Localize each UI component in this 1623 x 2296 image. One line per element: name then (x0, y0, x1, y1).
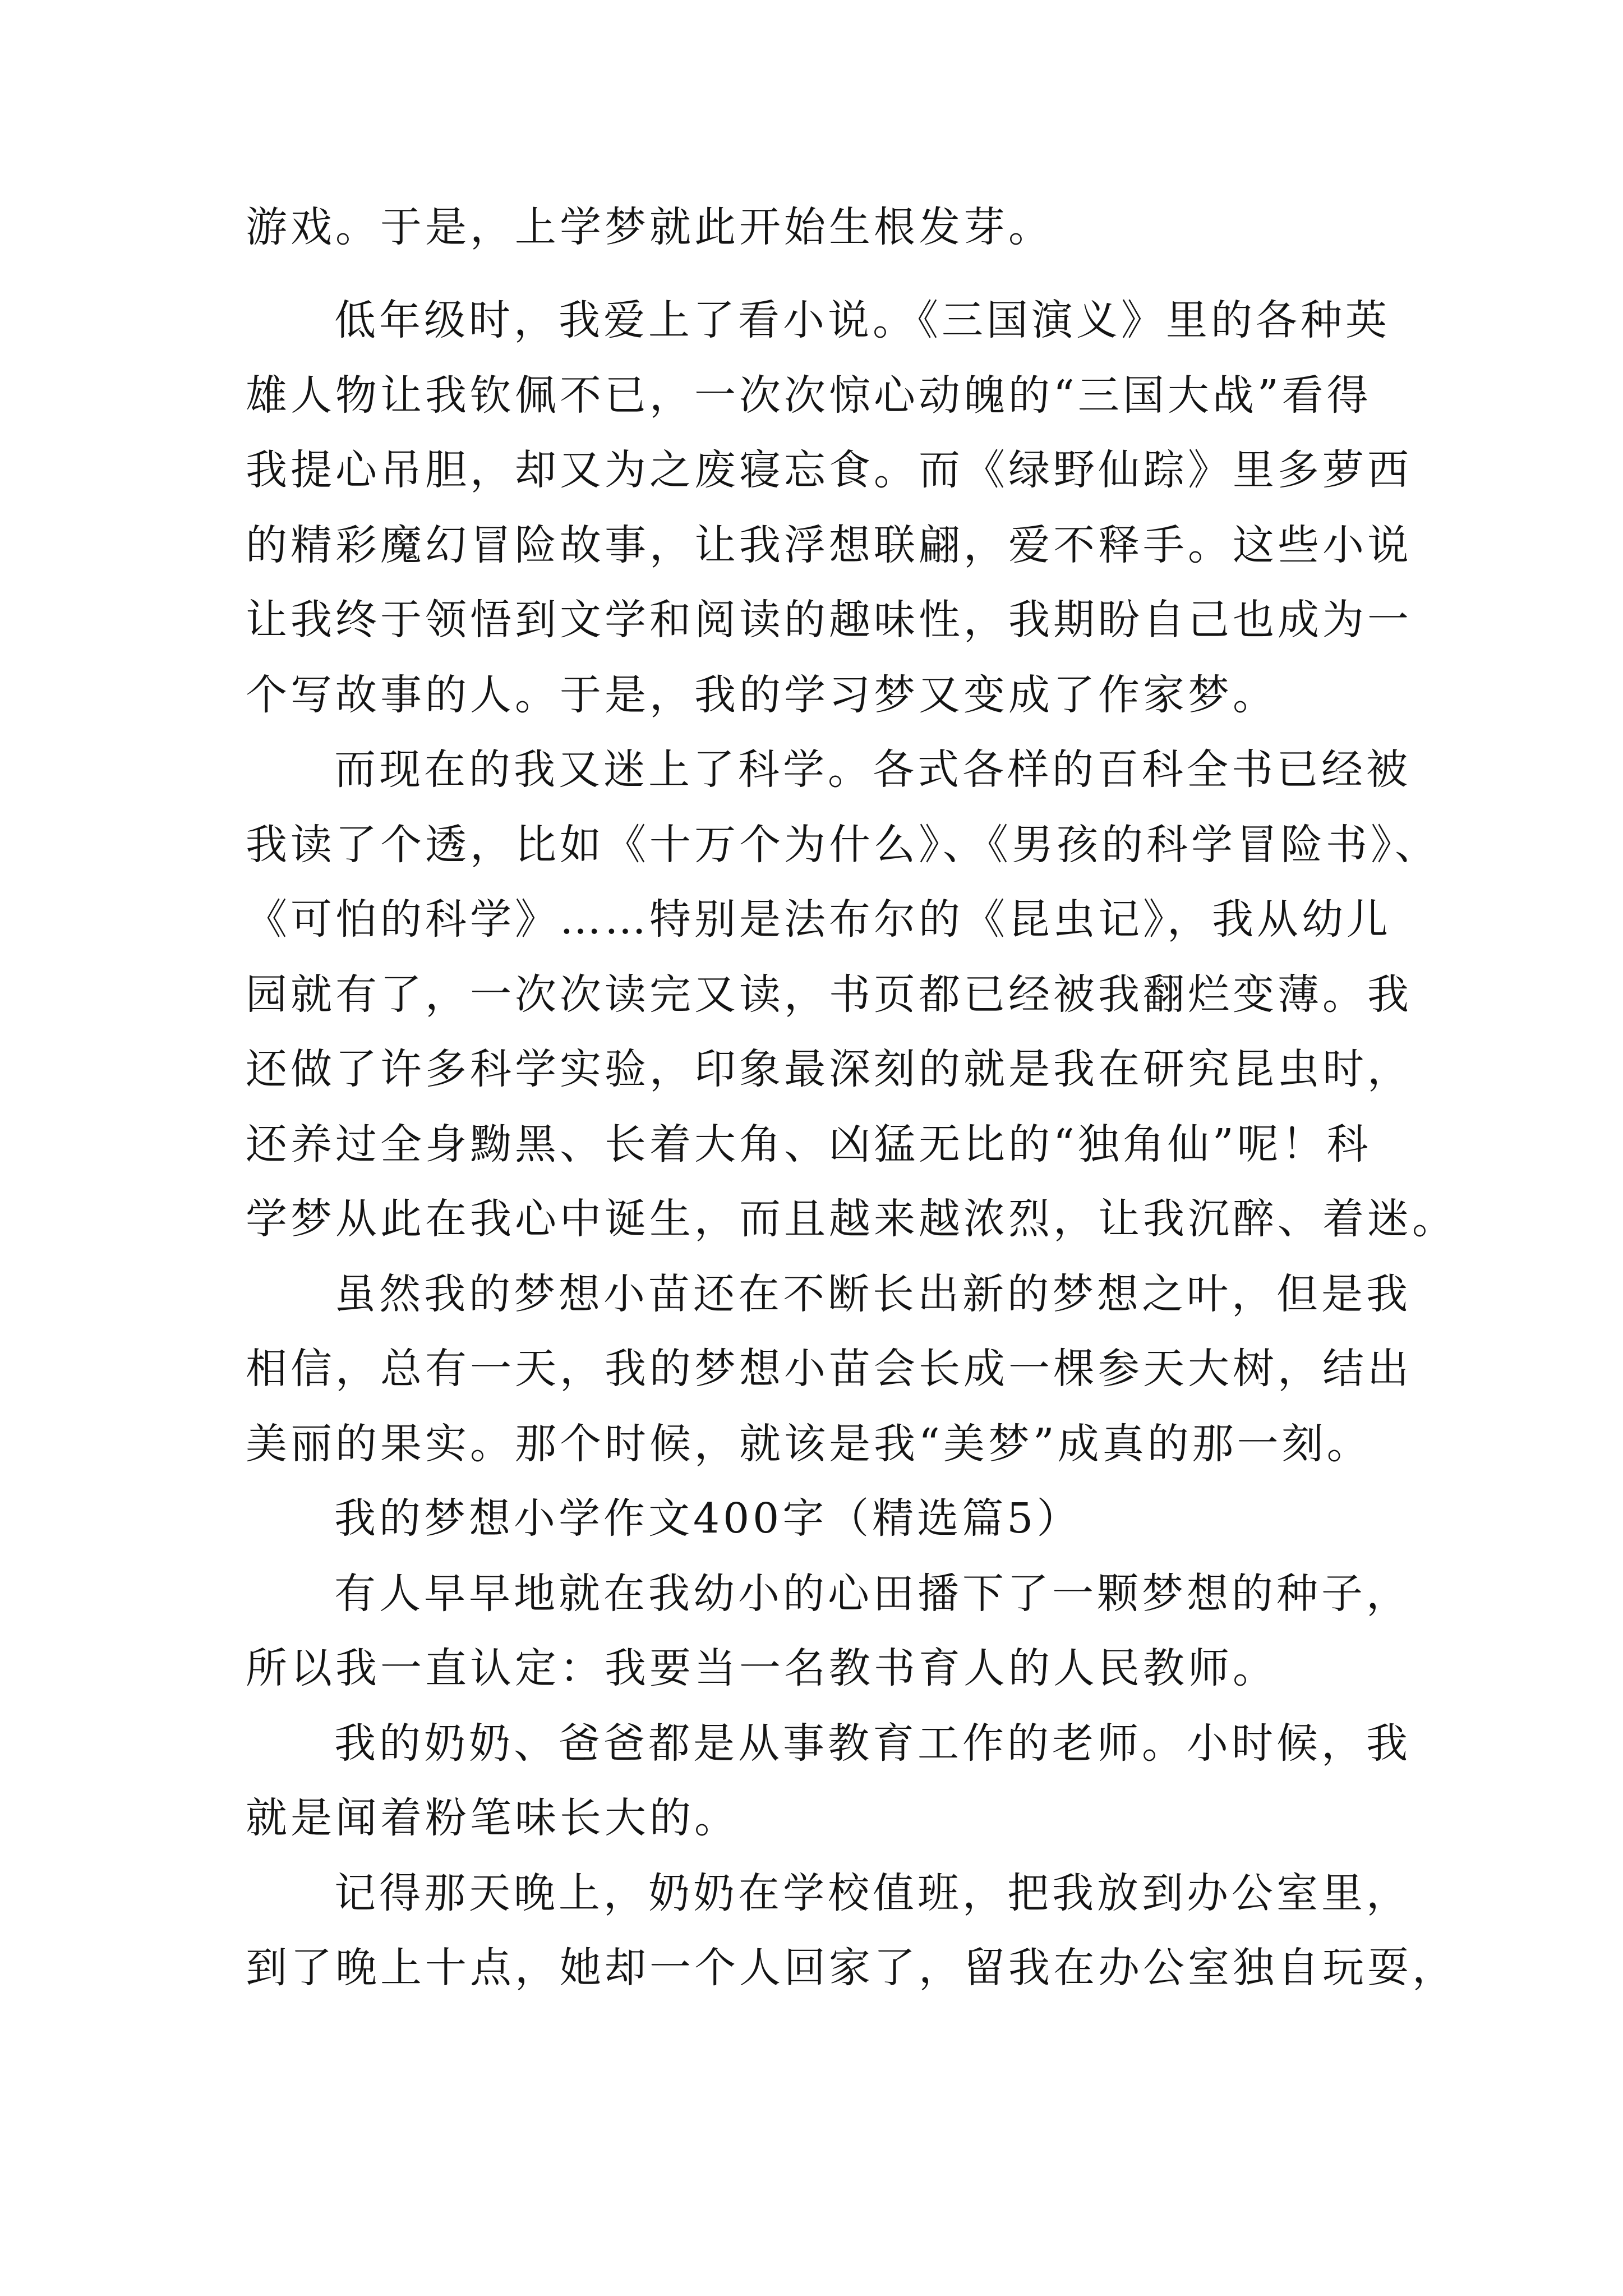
text-line: 相信，总有一天，我的梦想小苗会长成一棵参天大树，结出 (246, 1345, 1412, 1393)
text-line: 让我终于领悟到文学和阅读的趣味性，我期盼自己也成为一 (246, 596, 1412, 644)
text-line: 到了晚上十点，她却一个人回家了，留我在办公室独自玩耍， (246, 1944, 1457, 1992)
text-line: 记得那天晚上，奶奶在学校值班，把我放到办公室里， (334, 1869, 1411, 1917)
text-line: 雄人物让我钦佩不已，一次次惊心动魄的“三国大战”看得 (246, 371, 1372, 420)
text-line: 我的奶奶、爸爸都是从事教育工作的老师。小时候，我 (334, 1719, 1411, 1768)
text-line: 就是闻着粉笔味长大的。 (246, 1794, 739, 1842)
text-line: 的精彩魔幻冒险故事，让我浮想联翩，爱不释手。这些小说 (246, 521, 1412, 569)
text-line: 游戏。于是，上学梦就此开始生根发芽。 (246, 203, 1053, 251)
text-line: 我读了个透，比如《十万个为什么》、《男孩的科学冒险书》、 (246, 821, 1440, 869)
text-line: 而现在的我又迷上了科学。各式各样的百科全书已经被 (334, 746, 1411, 794)
text-line: 有人早早地就在我幼小的心田播下了一颗梦想的种子， (334, 1570, 1411, 1618)
text-line: 《可怕的科学》……特别是法布尔的《昆虫记》，我从幼儿 (246, 895, 1391, 944)
text-line: 园就有了，一次次读完又读，书页都已经被我翻烂变薄。我 (246, 970, 1412, 1019)
text-line: 还做了许多科学实验，印象最深刻的就是我在研究昆虫时， (246, 1045, 1412, 1093)
text-line: 虽然我的梦想小苗还在不断长出新的梦想之叶，但是我 (334, 1270, 1411, 1318)
text-line: 还养过全身黝黑、长着大角、凶猛无比的“独角仙”呢！科 (246, 1120, 1372, 1168)
text-line: 学梦从此在我心中诞生，而且越来越浓烈，让我沉醉、着迷。 (246, 1195, 1457, 1243)
text-line: 个写故事的人。于是，我的学习梦又变成了作家梦。 (246, 671, 1278, 719)
text-line: 我提心吊胆，却又为之废寝忘食。而《绿野仙踪》里多萝西 (246, 446, 1412, 494)
section-heading: 我的梦想小学作文400字（精选篇5） (334, 1494, 1082, 1543)
text-line: 低年级时，我爱上了看小说。《三国演义》里的各种英 (334, 296, 1390, 344)
text-line: 美丽的果实。那个时候，就该是我“美梦”成真的那一刻。 (246, 1420, 1372, 1468)
text-line: 所以我一直认定：我要当一名教书育人的人民教师。 (246, 1644, 1278, 1692)
